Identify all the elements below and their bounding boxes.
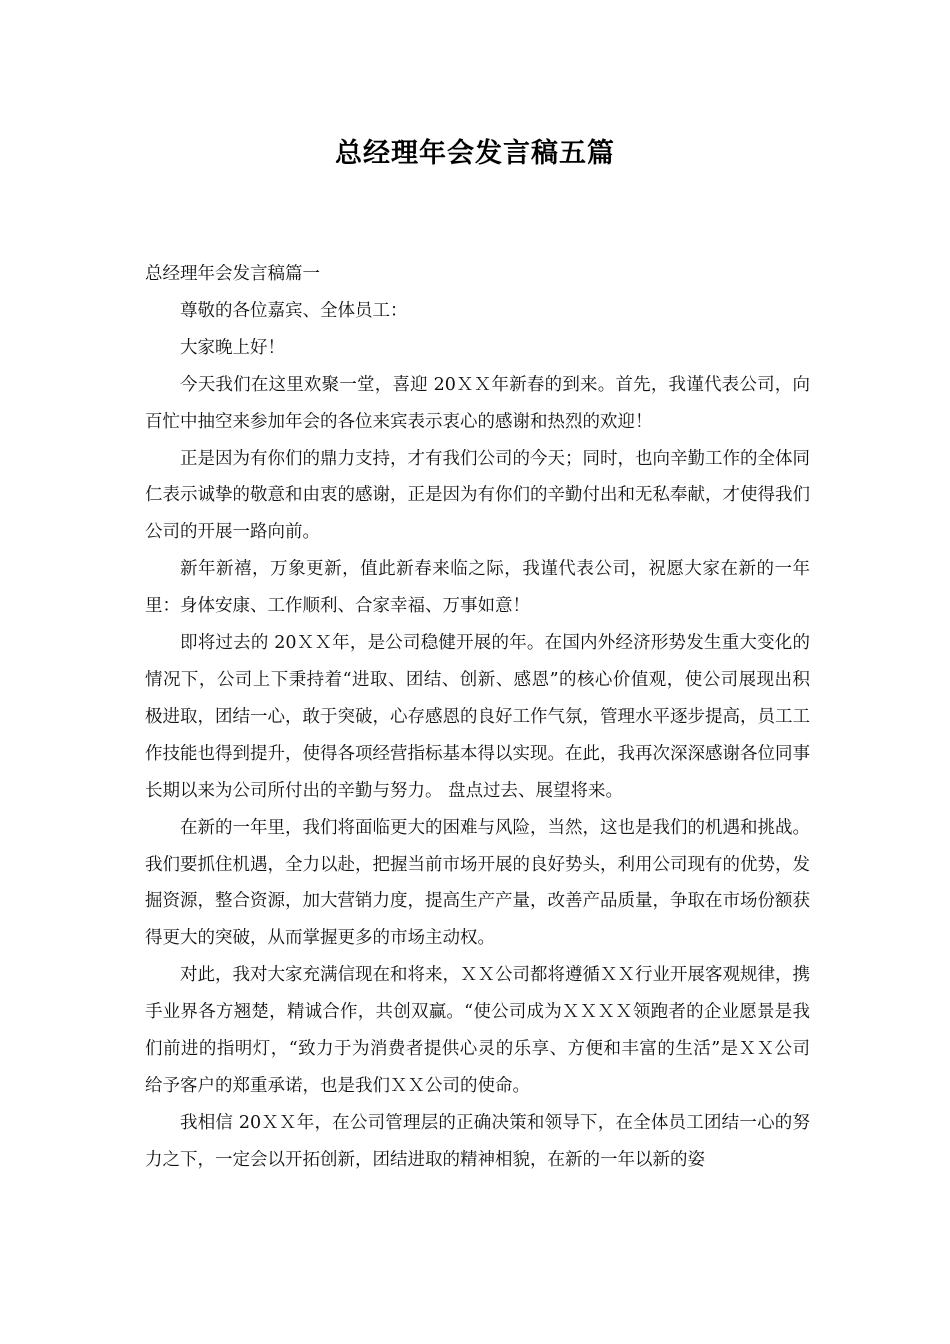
- paragraph-company-vision: 对此，我对大家充满信现在和将来，ＸＸ公司都将遵循ＸＸ行业开展客观规律，携手业界各方翘楚，精诚合作，共创双赢。“使公司成为ＸＸＸＸ领跑者的企业愿景是我们前进的指明灯，“致力于为消费者提供心灵的乐享、方便和丰富的生活”是ＸＸ公司给予客户的郑重承诺，也是我们ＸＸ公司的使命。: [145, 965, 810, 1096]
- paragraph-thanks: 正是因为有你们的鼎力支持，才有我们公司的今天；同时，也向辛勤工作的全体同仁表示诚挚的敬意和由衷的感谢，正是因为有你们的辛勤付出和无私奉献，才使得我们公司的开展一路向前。: [145, 448, 810, 543]
- paragraph-welcome: 今天我们在这里欢聚一堂，喜迎 20ＸＸ年新春的到来。首先，我谨代表公司，向百忙中抽空来参加年会的各位来宾表示衷心的感谢和热烈的欢迎！: [145, 374, 810, 432]
- paragraph-greeting: 大家晚上好！: [180, 337, 285, 358]
- document-title: 总经理年会发言稿五篇: [335, 138, 615, 169]
- section-heading: 总经理年会发言稿篇一: [145, 264, 320, 284]
- paragraph-year-review: 即将过去的 20ＸＸ年，是公司稳健开展的年。在国内外经济形势发生重大变化的情况下，公司上下秉持着“进取、团结、创新、感恩”的核心价值观，使公司展现出积极进取，团结一心，敢于突破，心存感恩的良好工作气氛，管理水平逐步提高，员工工作技能也得到提升，使得各项经营指标基本得以实现。在此，我再次深深感谢各位同事长期以来为公司所付出的辛勤与努力。 盘点过去、展望将来。: [145, 633, 810, 801]
- paragraph-new-challenges: 在新的一年里，我们将面临更大的困难与风险，当然，这也是我们的机遇和挑战。我们要抓住机遇，全力以赴，把握当前市场开展的良好势头，利用公司现有的优势，发掘资源，整合资源，加大营销力度，提高生产产量，改善产品质量，争取在市场份额获得更大的突破，从而掌握更多的市场主动权。: [145, 817, 810, 949]
- paragraph-new-year-wishes: 新年新禧，万象更新，值此新春来临之际，我谨代表公司，祝愿大家在新的一年里：身体安康、工作顺利、合家幸福、万事如意！: [145, 559, 810, 617]
- paragraph-salutation: 尊敬的各位嘉宾、全体员工：: [180, 300, 408, 321]
- paragraph-confidence: 我相信 20ＸＸ年，在公司管理层的正确决策和领导下，在全体员工团结一心的努力之下，一定会以开拓创新，团结进取的精神相貌，在新的一年以新的姿: [145, 1112, 810, 1170]
- document-body: [145, 256, 810, 1179]
